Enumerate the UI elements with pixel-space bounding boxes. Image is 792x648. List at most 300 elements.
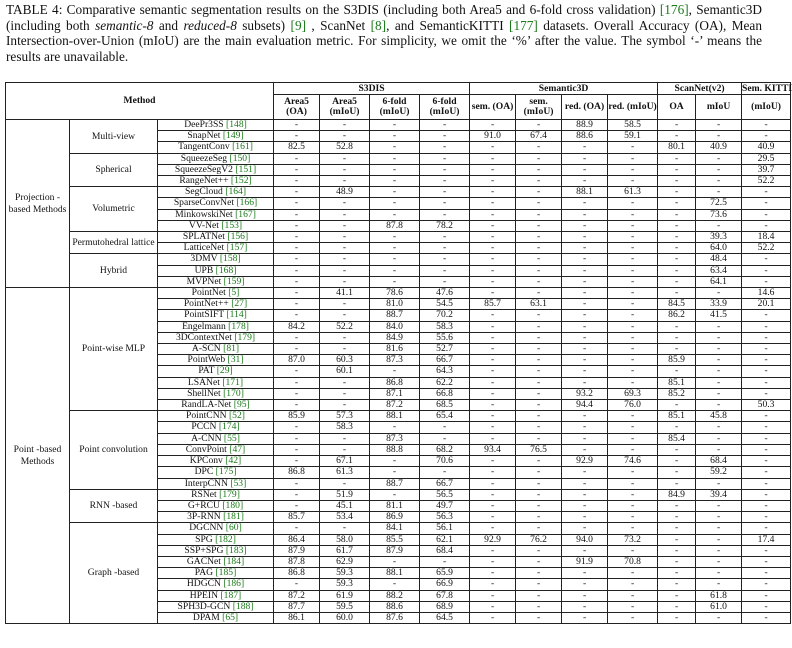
value-cell: - (420, 243, 470, 254)
value-cell: - (742, 321, 791, 332)
value-cell: 87.7 (274, 601, 320, 612)
value-cell: - (658, 344, 696, 355)
value-cell: - (562, 288, 608, 299)
value-cell: - (516, 198, 562, 209)
value-cell: - (370, 243, 420, 254)
citation-link[interactable]: [9] (290, 17, 307, 33)
column-header: Area5 (OA) (274, 95, 320, 120)
method-name-cell (158, 355, 274, 366)
column-header: 6-fold (mIoU) (370, 95, 420, 120)
value-cell: 65.9 (420, 568, 470, 579)
method-name-cell (158, 556, 274, 567)
value-cell: - (320, 265, 370, 276)
value-cell: - (562, 209, 608, 220)
value-cell: - (742, 612, 791, 623)
value-cell: - (470, 545, 516, 556)
method-name: RangeNet++ (179, 175, 229, 187)
citation-link[interactable]: [182] (215, 533, 236, 545)
value-cell: - (516, 568, 562, 579)
value-cell: - (320, 164, 370, 175)
value-cell: 68.9 (420, 601, 470, 612)
method-name: PointCNN (186, 410, 227, 422)
value-cell: - (320, 388, 370, 399)
table-row (6, 120, 791, 131)
value-cell: 87.0 (274, 355, 320, 366)
citation-link[interactable]: [167] (235, 208, 256, 220)
value-cell: - (658, 120, 696, 131)
value-cell: - (658, 131, 696, 142)
value-cell: - (370, 556, 420, 567)
citation-link[interactable]: [65] (222, 611, 239, 623)
value-cell: 67.8 (420, 590, 470, 601)
value-cell: 18.4 (742, 232, 791, 243)
citation-link[interactable]: [29] (216, 365, 233, 377)
value-cell: - (516, 366, 562, 377)
value-cell: - (608, 164, 658, 175)
value-cell: - (320, 523, 370, 534)
value-cell: - (608, 467, 658, 478)
method-name: SparseConvNet (173, 197, 235, 209)
method-name-cell (158, 400, 274, 411)
value-cell: - (516, 556, 562, 567)
value-cell: 81.0 (370, 299, 420, 310)
value-cell: - (742, 120, 791, 131)
value-cell: 70.2 (420, 310, 470, 321)
value-cell: - (274, 164, 320, 175)
value-cell: - (470, 433, 516, 444)
method-name-cell (158, 523, 274, 534)
value-cell: - (562, 164, 608, 175)
citation-link[interactable]: [95] (233, 399, 250, 411)
value-cell: - (562, 366, 608, 377)
value-cell: - (742, 478, 791, 489)
value-cell: 87.9 (274, 545, 320, 556)
citation-link[interactable]: [148] (226, 119, 247, 130)
value-cell: 58.3 (320, 422, 370, 433)
value-cell: 76.2 (516, 534, 562, 545)
value-cell: - (658, 456, 696, 467)
value-cell: 73.2 (608, 534, 658, 545)
value-cell: 56.5 (420, 489, 470, 500)
value-cell: 63.4 (696, 265, 742, 276)
citation-link[interactable]: [8] (370, 17, 387, 33)
value-cell: 53.4 (320, 512, 370, 523)
value-cell: - (516, 411, 562, 422)
value-cell: - (608, 176, 658, 187)
value-cell: - (658, 568, 696, 579)
value-cell: - (742, 332, 791, 343)
value-cell: - (658, 220, 696, 231)
value-cell: - (742, 377, 791, 388)
value-cell: - (608, 153, 658, 164)
value-cell: - (742, 500, 791, 511)
value-cell: - (470, 310, 516, 321)
value-cell: - (274, 176, 320, 187)
citation-link[interactable]: [114] (226, 309, 247, 321)
value-cell: 62.2 (420, 377, 470, 388)
value-cell: 56.1 (420, 523, 470, 534)
value-cell: - (696, 478, 742, 489)
value-cell: - (658, 422, 696, 433)
value-cell: - (470, 467, 516, 478)
table-row (6, 411, 791, 422)
citation-link[interactable]: [150] (229, 152, 251, 164)
value-cell: - (658, 254, 696, 265)
value-cell: - (742, 220, 791, 231)
value-cell: 68.4 (420, 545, 470, 556)
value-cell: - (742, 344, 791, 355)
value-cell: - (608, 243, 658, 254)
citation-link[interactable]: [183] (225, 544, 247, 556)
value-cell: - (608, 254, 658, 265)
value-cell: 78.6 (370, 288, 420, 299)
citation-link[interactable]: [60] (225, 522, 242, 534)
value-cell: - (658, 534, 696, 545)
value-cell: - (608, 332, 658, 343)
value-cell: - (658, 512, 696, 523)
value-cell: 84.9 (658, 489, 696, 500)
value-cell: - (274, 232, 320, 243)
value-cell: 73.6 (696, 209, 742, 220)
value-cell: - (370, 120, 420, 131)
value-cell: - (420, 187, 470, 198)
value-cell: - (658, 612, 696, 623)
value-cell: - (320, 254, 370, 265)
value-cell: 87.3 (370, 433, 420, 444)
value-cell: - (562, 299, 608, 310)
table-row (6, 153, 791, 164)
group-header-semantic3d: Semantic3D (470, 83, 658, 95)
citation-link[interactable]: [81] (223, 343, 240, 355)
value-cell: - (320, 176, 370, 187)
value-cell: - (320, 209, 370, 220)
citation-link[interactable]: [152] (230, 175, 252, 187)
value-cell: 86.2 (658, 310, 696, 321)
method-name-cell (158, 198, 274, 209)
value-cell: - (516, 512, 562, 523)
citation-link[interactable]: [168] (215, 264, 237, 276)
value-cell: - (470, 276, 516, 287)
citation-link[interactable]: [175] (215, 466, 237, 478)
value-cell: - (516, 187, 562, 198)
value-cell: - (742, 556, 791, 567)
citation-link[interactable]: [181] (223, 511, 244, 523)
value-cell: 62.1 (420, 534, 470, 545)
table-body (6, 120, 791, 624)
method-name: SPH3D-GCN (177, 600, 231, 612)
method-name: PointWeb (187, 354, 226, 366)
value-cell: 92.9 (470, 534, 516, 545)
citation-link[interactable]: [184] (223, 555, 245, 567)
subgroup-label: Point-wise MLP (70, 288, 158, 411)
value-cell: - (370, 422, 420, 433)
citation-link[interactable]: [178] (228, 320, 249, 332)
value-cell: - (742, 545, 791, 556)
value-cell: - (320, 478, 370, 489)
citation-link[interactable]: [171] (222, 376, 244, 388)
value-cell: - (742, 254, 791, 265)
citation-link[interactable]: [52] (228, 410, 245, 422)
value-cell: 91.0 (470, 131, 516, 142)
value-cell: 88.6 (370, 601, 420, 612)
method-name: A-CNN (191, 432, 222, 444)
method-name: PAT (198, 365, 215, 377)
citation-link[interactable]: [179] (219, 488, 240, 500)
value-cell: - (516, 545, 562, 556)
method-name: PointNet (191, 287, 226, 299)
value-cell: - (516, 500, 562, 511)
value-cell: - (562, 153, 608, 164)
value-cell: - (470, 198, 516, 209)
method-name-cell (158, 456, 274, 467)
subgroup-label: Point convolution (70, 411, 158, 489)
value-cell: - (562, 545, 608, 556)
column-header: 6-fold (mIoU) (420, 95, 470, 120)
value-cell: - (562, 276, 608, 287)
value-cell: - (742, 523, 791, 534)
value-cell: - (696, 545, 742, 556)
value-cell: - (516, 321, 562, 332)
citation-link[interactable]: [159] (223, 275, 245, 287)
value-cell: - (562, 310, 608, 321)
value-cell: 86.8 (274, 467, 320, 478)
citation-link[interactable]: [149] (222, 130, 244, 142)
table-row (6, 232, 791, 243)
value-cell: - (470, 321, 516, 332)
value-cell: 87.2 (370, 400, 420, 411)
value-cell: - (274, 265, 320, 276)
value-cell: 61.8 (696, 590, 742, 601)
method-name: Engelmann (182, 320, 226, 332)
value-cell: 88.2 (370, 590, 420, 601)
value-cell: - (608, 377, 658, 388)
group-header-scannet: ScanNet(v2) (658, 83, 742, 95)
value-cell: - (516, 176, 562, 187)
value-cell: - (470, 254, 516, 265)
value-cell: - (696, 556, 742, 567)
value-cell: 40.9 (696, 142, 742, 153)
method-name: KPConv (189, 455, 223, 467)
value-cell: 88.7 (370, 310, 420, 321)
value-cell: - (370, 467, 420, 478)
citation-link[interactable]: [53] (230, 477, 247, 489)
value-cell: - (562, 422, 608, 433)
value-cell: - (696, 500, 742, 511)
value-cell: - (608, 545, 658, 556)
citation-link[interactable]: [186] (223, 578, 245, 590)
value-cell: - (608, 366, 658, 377)
citation-link[interactable]: [180] (222, 499, 244, 511)
value-cell: - (516, 478, 562, 489)
column-header: mIoU (696, 95, 742, 120)
value-cell: - (470, 388, 516, 399)
citation-link[interactable]: [188] (232, 600, 254, 612)
value-cell: 85.4 (658, 433, 696, 444)
method-name: SnapNet (187, 130, 221, 142)
value-cell: 61.0 (696, 601, 742, 612)
value-cell: 14.6 (742, 288, 791, 299)
citation-link[interactable]: [5] (228, 287, 240, 299)
citation-link[interactable]: [158] (219, 253, 241, 265)
subgroup-label: RNN -based (70, 489, 158, 523)
citation-link[interactable]: [47] (229, 443, 246, 455)
value-cell: - (608, 612, 658, 623)
value-cell: - (516, 232, 562, 243)
citation-link[interactable]: [27] (231, 298, 248, 310)
value-cell: - (516, 523, 562, 534)
value-cell: 20.1 (742, 299, 791, 310)
method-name-cell (158, 332, 274, 343)
citation-link[interactable]: [187] (220, 589, 242, 601)
value-cell: - (320, 131, 370, 142)
value-cell: - (696, 164, 742, 175)
citation-link[interactable]: [153] (221, 219, 243, 231)
value-cell: 58.0 (320, 534, 370, 545)
value-cell: - (470, 512, 516, 523)
value-cell: - (370, 254, 420, 265)
value-cell: 87.8 (370, 220, 420, 231)
citation-link[interactable]: [170] (223, 387, 244, 399)
method-name-cell (158, 344, 274, 355)
value-cell: - (320, 310, 370, 321)
value-cell: - (420, 433, 470, 444)
value-cell: - (742, 198, 791, 209)
value-cell: - (562, 254, 608, 265)
value-cell: 74.6 (608, 456, 658, 467)
value-cell: 64.0 (696, 243, 742, 254)
citation-link[interactable]: [164] (225, 186, 247, 198)
value-cell: - (696, 568, 742, 579)
value-cell: 87.1 (370, 388, 420, 399)
method-name-cell (158, 276, 274, 287)
citation-link[interactable]: [55] (223, 432, 240, 444)
value-cell: - (516, 220, 562, 231)
value-cell: 55.6 (420, 332, 470, 343)
value-cell: - (274, 243, 320, 254)
value-cell: - (562, 232, 608, 243)
method-name-cell (158, 142, 274, 153)
value-cell: 17.4 (742, 534, 791, 545)
group-header-s3dis: S3DIS (274, 83, 470, 95)
citation-link[interactable]: [156] (227, 231, 249, 243)
value-cell: 48.4 (696, 254, 742, 265)
value-cell: - (470, 265, 516, 276)
value-cell: 85.7 (470, 299, 516, 310)
method-name-cell (158, 310, 274, 321)
value-cell: - (562, 433, 608, 444)
value-cell: - (658, 478, 696, 489)
value-cell: - (274, 489, 320, 500)
value-cell: 61.9 (320, 590, 370, 601)
value-cell: 85.1 (658, 377, 696, 388)
value-cell: 59.2 (696, 467, 742, 478)
citation-link[interactable]: [176] (659, 2, 689, 17)
citation-link[interactable]: [174] (218, 421, 240, 433)
value-cell: - (516, 612, 562, 623)
value-cell: 52.2 (742, 176, 791, 187)
citation-link[interactable]: [166] (236, 197, 258, 209)
citation-link[interactable]: [177] (509, 17, 538, 33)
value-cell: - (742, 131, 791, 142)
value-cell: - (470, 164, 516, 175)
subgroup-label: Multi-view (70, 120, 158, 154)
value-cell: - (320, 299, 370, 310)
citation-link[interactable]: [157] (226, 242, 248, 254)
value-cell: - (562, 220, 608, 231)
value-cell: - (658, 276, 696, 287)
value-cell: - (658, 153, 696, 164)
value-cell: 84.0 (370, 321, 420, 332)
method-name-cell (158, 243, 274, 254)
value-cell: - (274, 310, 320, 321)
value-cell: - (274, 433, 320, 444)
value-cell: 50.3 (742, 400, 791, 411)
citation-link[interactable]: [161] (232, 141, 253, 153)
value-cell: 52.2 (742, 243, 791, 254)
value-cell: - (696, 321, 742, 332)
value-cell: - (658, 601, 696, 612)
value-cell: 88.1 (370, 568, 420, 579)
value-cell: - (608, 590, 658, 601)
value-cell: - (470, 489, 516, 500)
value-cell: - (370, 489, 420, 500)
value-cell: 59.3 (320, 568, 370, 579)
value-cell: - (370, 187, 420, 198)
value-cell: - (562, 590, 608, 601)
value-cell: - (516, 288, 562, 299)
citation-link[interactable]: [31] (227, 354, 244, 366)
value-cell: - (562, 478, 608, 489)
value-cell: 76.5 (516, 444, 562, 455)
value-cell: - (742, 355, 791, 366)
value-cell: - (696, 612, 742, 623)
method-name: 3P-RNN (187, 511, 221, 523)
value-cell: - (420, 142, 470, 153)
value-cell: - (608, 433, 658, 444)
value-cell: - (470, 176, 516, 187)
value-cell: 86.8 (370, 377, 420, 388)
value-cell: - (320, 332, 370, 343)
citation-link[interactable]: [179] (234, 331, 256, 343)
value-cell: 64.5 (420, 612, 470, 623)
citation-link[interactable]: [151] (235, 163, 257, 175)
value-cell: - (658, 243, 696, 254)
value-cell: - (658, 332, 696, 343)
value-cell: 93.4 (470, 444, 516, 455)
method-name-cell (158, 568, 274, 579)
value-cell: - (470, 332, 516, 343)
citation-link[interactable]: [185] (215, 567, 237, 579)
value-cell: - (608, 276, 658, 287)
value-cell: 40.9 (742, 142, 791, 153)
value-cell: - (658, 523, 696, 534)
value-cell: - (320, 400, 370, 411)
value-cell: - (274, 220, 320, 231)
value-cell: - (516, 344, 562, 355)
value-cell: - (696, 422, 742, 433)
citation-link[interactable]: [42] (225, 455, 242, 467)
method-name: ShellNet (187, 387, 221, 399)
value-cell: - (470, 344, 516, 355)
method-name-cell (158, 209, 274, 220)
value-cell: - (516, 433, 562, 444)
method-name: SPG (195, 533, 213, 545)
value-cell: - (562, 523, 608, 534)
value-cell: - (470, 366, 516, 377)
value-cell: - (274, 500, 320, 511)
value-cell: - (608, 299, 658, 310)
value-cell: - (370, 198, 420, 209)
